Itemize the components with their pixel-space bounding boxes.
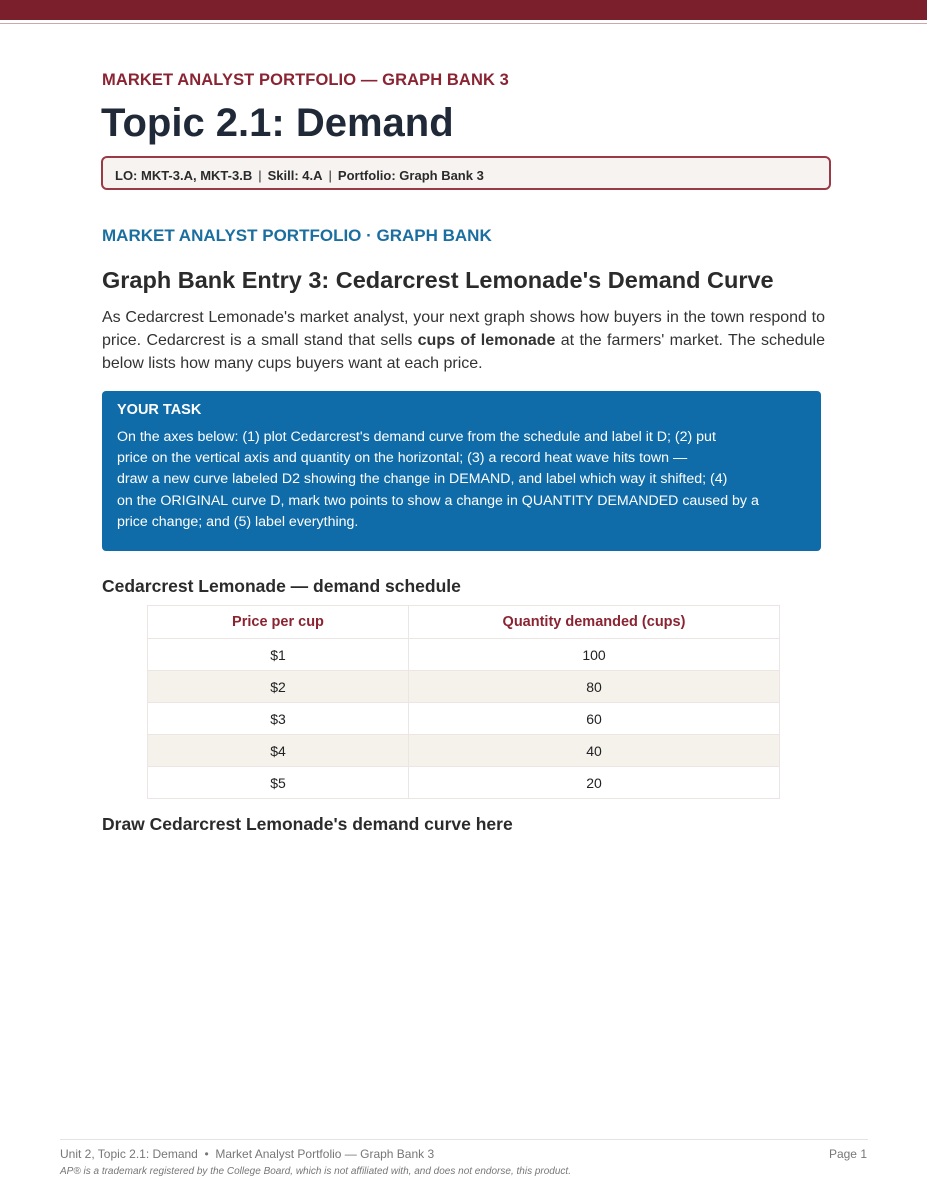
- table-row: [148, 639, 780, 671]
- price-cell: $5: [148, 767, 409, 799]
- entry-title: Graph Bank Entry 3: Cedarcrest Lemonade's Demand Curve: [102, 267, 774, 293]
- column-header-price: Price per cup: [148, 606, 409, 639]
- intro-bold-text: cups of lemonade: [417, 332, 556, 349]
- learning-objectives-box: [101, 156, 831, 190]
- footer-course-info: Unit 2, Topic 2.1: Demand • Market Analyst Portfolio — Graph Bank 3: [60, 1147, 435, 1161]
- footer-rule: [60, 1139, 868, 1140]
- table-row: [148, 767, 780, 799]
- page-title: Topic 2.1: Demand: [101, 101, 454, 145]
- task-line: price change; and (5) label everything.: [117, 513, 359, 530]
- blank-drawing-area[interactable]: [102, 845, 825, 1125]
- column-header-quantity: Quantity demanded (cups): [408, 606, 779, 639]
- footer-trademark-note: AP® is a trademark registered by the College Board, which is not affiliated with, and does not endorse, this product.: [60, 1166, 571, 1177]
- footer-page-number: Page 1: [828, 1147, 867, 1161]
- quantity-cell: 60: [408, 703, 779, 735]
- intro-text-end: at the farmers' market. The schedule below lists how many cups buyers want at each price.: [102, 332, 825, 372]
- task-line: price on the vertical axis and quantity on the horizontal; (3) a record heat wave hits town —: [117, 450, 688, 467]
- quantity-cell: 80: [408, 671, 779, 703]
- price-cell: $1: [148, 639, 409, 671]
- table-header-row: [148, 606, 780, 639]
- price-cell: $3: [148, 703, 409, 735]
- portfolio-kicker: MARKET ANALYST PORTFOLIO — GRAPH BANK 3: [102, 71, 509, 89]
- lo-separator: |: [328, 168, 332, 183]
- table-row: [148, 703, 780, 735]
- intro-text: As Cedarcrest Lemonade's market analyst, your next graph shows how buyers in the town respond to price. Cedarcrest is a small stand that sells: [102, 309, 825, 349]
- section-kicker: MARKET ANALYST PORTFOLIO · GRAPH BANK: [102, 226, 492, 245]
- lo-separator: |: [258, 168, 262, 183]
- quantity-cell: 40: [408, 735, 779, 767]
- top-rule: [0, 23, 927, 24]
- task-heading: YOUR TASK: [117, 402, 202, 418]
- price-cell: $2: [148, 671, 409, 703]
- draw-area-title: Draw Cedarcrest Lemonade's demand curve here: [102, 814, 513, 834]
- table-row: [148, 671, 780, 703]
- task-box: [102, 391, 821, 551]
- quantity-cell: 100: [408, 639, 779, 671]
- skill-code: Skill: 4.A: [267, 168, 323, 183]
- schedule-title: Cedarcrest Lemonade — demand schedule: [102, 576, 461, 596]
- quantity-cell: 20: [408, 767, 779, 799]
- portfolio-label: Portfolio: Graph Bank 3: [337, 168, 484, 183]
- price-cell: $4: [148, 735, 409, 767]
- table-row: [148, 735, 780, 767]
- top-brand-bar: [0, 0, 927, 20]
- task-line: on the ORIGINAL curve D, mark two points to show a change in QUANTITY DEMANDED caused by a: [117, 492, 759, 509]
- task-line: On the axes below: (1) plot Cedarcrest's demand curve from the schedule and label it D; (2) put: [117, 429, 716, 445]
- task-line: draw a new curve labeled D2 showing the change in DEMAND, and label which way it shifted; (4): [117, 471, 728, 488]
- intro-paragraph: [102, 306, 825, 375]
- demand-schedule-table: [147, 605, 780, 799]
- lo-codes: LO: MKT-3.A, MKT-3.B: [115, 168, 253, 183]
